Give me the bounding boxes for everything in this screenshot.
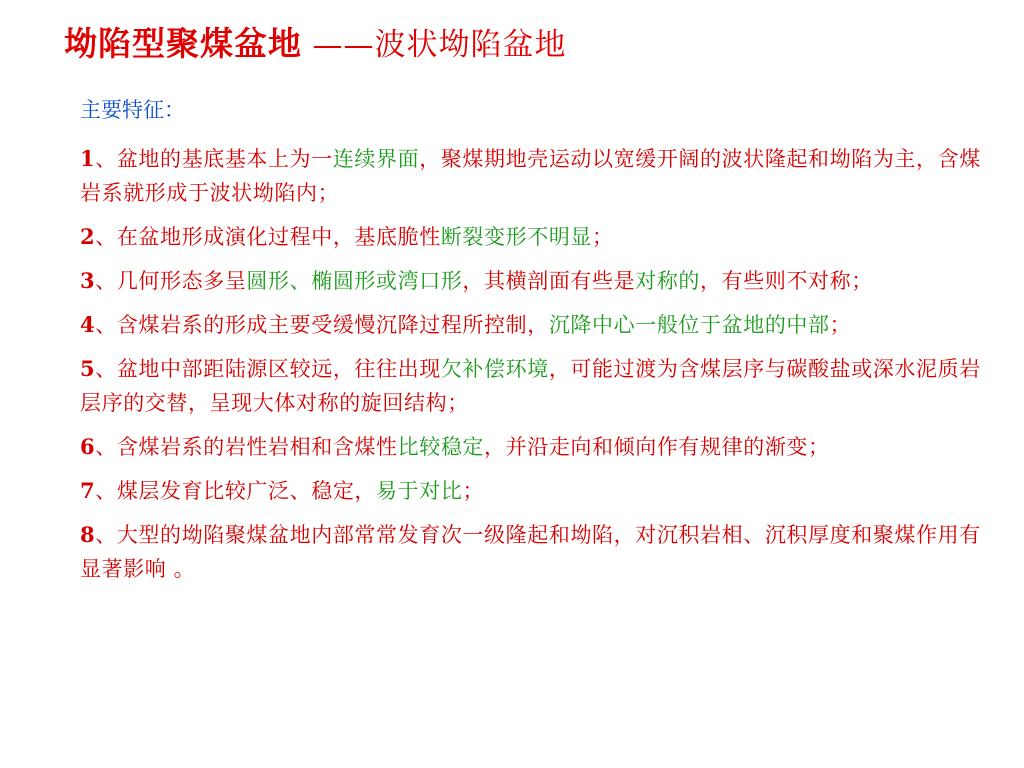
feature-text: 、含煤岩系的岩性岩相和含煤性	[95, 435, 398, 459]
feature-text: 、煤层发育比较广泛、稳定，	[95, 479, 377, 503]
feature-text: 、在盆地形成演化过程中，基底脆性	[95, 225, 441, 249]
slide-title	[64, 22, 567, 68]
feature-highlight: 易于对比	[376, 479, 463, 503]
feature-text: ；	[592, 225, 614, 249]
feature-text: ；	[462, 479, 485, 503]
features-label: 主要特征：	[80, 98, 185, 122]
feature-number: 5	[80, 356, 96, 381]
feature-text: ，有些则不对称；	[700, 269, 873, 293]
feature-text: 、盆地的基底基本上为一	[95, 147, 333, 171]
feature-text: ；	[829, 313, 852, 337]
feature-highlight: 圆形、椭圆形或湾口形	[246, 269, 463, 293]
feature-text: ，其横剖面有些是	[462, 269, 636, 293]
feature-highlight: 欠补偿环境	[440, 357, 549, 381]
feature-number: 7	[80, 478, 96, 503]
feature-highlight: 对称的	[635, 269, 701, 293]
feature-text: ，并沿走向和倾向作有规律的渐变；	[484, 435, 830, 459]
feature-text: 、盆地中部距陆源区较远，往往出现	[95, 357, 441, 381]
feature-text: ，聚煤期地壳运动以宽缓开阔的波状隆起和坳陷为主，含煤岩系就形成于波状坳陷内；	[80, 147, 981, 205]
feature-item	[80, 474, 985, 508]
feature-highlight: 比较稳定	[397, 435, 485, 459]
feature-item	[80, 142, 985, 210]
feature-item	[80, 308, 985, 342]
feature-list	[80, 142, 985, 596]
feature-item	[80, 352, 985, 420]
feature-number: 4	[80, 312, 96, 337]
feature-highlight: 连续界面	[332, 147, 420, 171]
feature-highlight: 断裂变形不明显	[440, 225, 593, 249]
feature-text: 、大型的坳陷聚煤盆地内部常常发育次一级隆起和坳陷，对沉积岩相、沉积厚度和聚煤作用有显著影响 。	[80, 523, 981, 581]
feature-text: ，可能过渡为含煤层序与碳酸盐或深水泥质岩层序的交替，呈现大体对称的旋回结构；	[80, 357, 981, 415]
title-subtitle: 波状坳陷盆地	[374, 27, 567, 63]
feature-item	[80, 264, 985, 298]
feature-number: 3	[80, 268, 96, 293]
feature-text: 、几何形态多呈	[95, 269, 247, 293]
feature-item	[80, 518, 985, 586]
title-dash: ——	[302, 28, 375, 63]
feature-number: 1	[80, 146, 96, 171]
feature-text: 、含煤岩系的形成主要受缓慢沉降过程所控制，	[95, 313, 549, 337]
feature-item	[80, 220, 985, 254]
feature-item	[80, 430, 985, 464]
title-main: 坳陷型聚煤盆地	[64, 24, 302, 63]
feature-number: 8	[80, 522, 96, 547]
feature-highlight: 沉降中心一般位于盆地的中部	[548, 313, 830, 337]
feature-number: 6	[80, 434, 96, 459]
feature-number: 2	[80, 224, 96, 249]
